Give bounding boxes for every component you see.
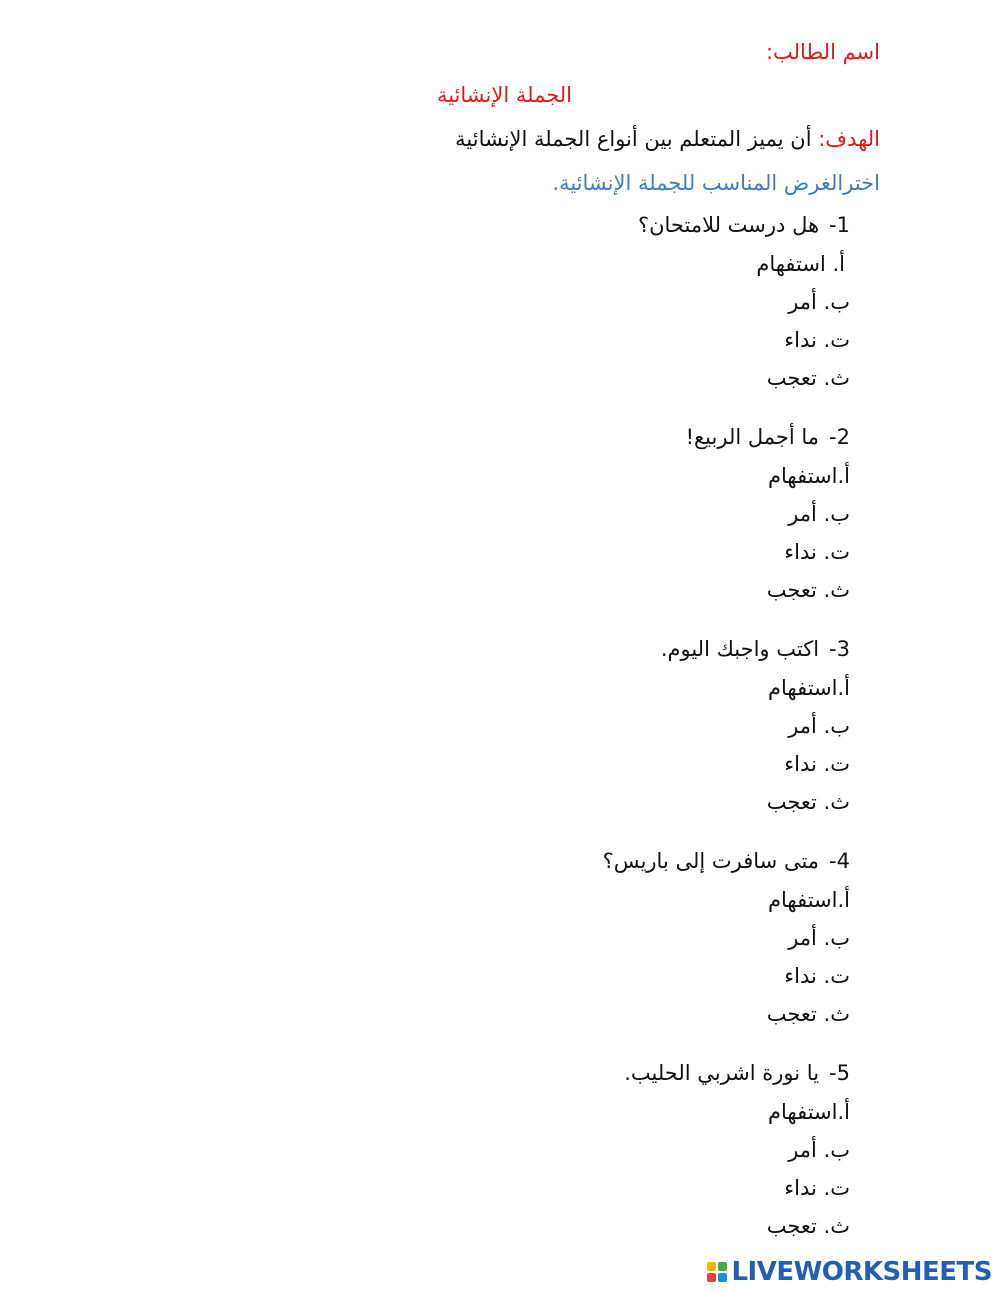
question-2 (686, 423, 850, 451)
question-number: 1- (829, 213, 850, 237)
question-text: هل درست للامتحان؟ (637, 213, 820, 237)
q4-option-b[interactable]: ب. أمر (788, 926, 850, 950)
question-number: 4- (829, 849, 850, 873)
q2-option-c[interactable]: ت. نداء (784, 540, 850, 564)
q5-option-d[interactable]: ث. تعجب (766, 1214, 850, 1238)
q1-option-d[interactable]: ث. تعجب (766, 366, 850, 390)
q4-option-d[interactable]: ث. تعجب (766, 1002, 850, 1026)
q4-option-a[interactable]: أ.استفهام (768, 888, 850, 912)
question-4 (603, 847, 850, 875)
q1-option-c[interactable]: ت. نداء (784, 328, 850, 352)
q5-option-a[interactable]: أ.استفهام (768, 1100, 850, 1124)
q3-option-a[interactable]: أ.استفهام (768, 676, 850, 700)
question-text: ما أجمل الربيع! (685, 425, 820, 449)
q5-option-c[interactable]: ت. نداء (784, 1176, 850, 1200)
logo-blocks-icon (707, 1262, 727, 1282)
instruction-text: اخترالغرض المناسب للجملة الإنشائية. (552, 171, 880, 195)
q1-option-b[interactable]: ب. أمر (788, 290, 850, 314)
question-1 (638, 211, 850, 239)
question-3 (661, 635, 850, 663)
question-number: 2- (829, 425, 850, 449)
q1-option-a[interactable]: أ. استفهام (756, 252, 845, 276)
goal-line (455, 125, 880, 153)
q3-option-d[interactable]: ث. تعجب (766, 790, 850, 814)
student-name-label: اسم الطالب: (765, 40, 880, 64)
liveworksheets-logo (707, 1257, 992, 1287)
question-number: 5- (829, 1061, 850, 1085)
brand-name: LIVEWORKSHEETS (731, 1257, 992, 1287)
q2-option-b[interactable]: ب. أمر (788, 502, 850, 526)
q2-option-a[interactable]: أ.استفهام (768, 464, 850, 488)
question-text: متى سافرت إلى باريس؟ (602, 849, 820, 873)
goal-label: الهدف: (818, 127, 880, 151)
q4-option-c[interactable]: ت. نداء (784, 964, 850, 988)
question-5 (624, 1059, 850, 1087)
question-text: يا نورة اشربي الحليب. (624, 1061, 820, 1085)
q2-option-d[interactable]: ث. تعجب (766, 578, 850, 602)
question-number: 3- (829, 637, 850, 661)
question-text: اكتب واجبك اليوم. (660, 637, 820, 661)
q5-option-b[interactable]: ب. أمر (788, 1138, 850, 1162)
goal-text: أن يميز المتعلم بين أنواع الجملة الإنشائية (455, 127, 819, 151)
page-title: الجملة الإنشائية (436, 83, 572, 107)
q3-option-c[interactable]: ت. نداء (784, 752, 850, 776)
q3-option-b[interactable]: ب. أمر (788, 714, 850, 738)
